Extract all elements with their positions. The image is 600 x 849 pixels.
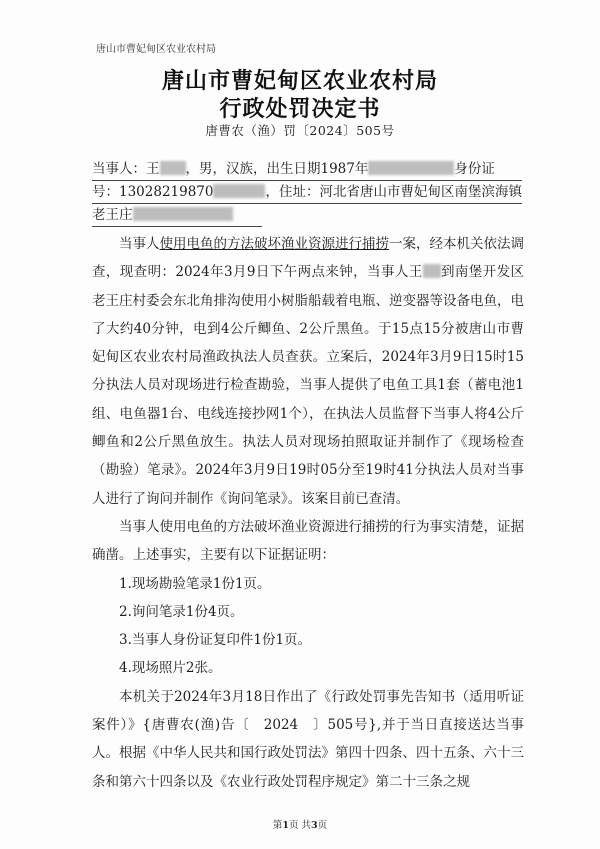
case-cause: 使用电鱼的方法破坏渔业资源进行捕捞: [159, 236, 389, 252]
facts-paragraph: 当事人使用电鱼的方法破坏渔业资源进行捕捞一案，经本机关依法调查，现查明：2024年3月9日下午两点来钟，当事人王 到南堡开发区老王庄村委会东北角排沟使用小树脂船载着电瓶、逆变器等设备电鱼，电了大约40分钟，电到4公斤鲫鱼、2公斤黑鱼。于15点15分被唐山市曹妃甸区农业农村局渔政执法人员查获。立案后，2024年3月9日15时15分执法人员对现场进行检查勘验，当事人提供了电鱼工具1套（蓄电池1组、电鱼器1台、电线连接抄网1个），在执法人员监督下当事人将4公斤鲫鱼和2公斤黑鱼放生。执法人员对现场拍照取证并制作了《现场检查（勘验）笔录》。2024年3月9日19时05分至19时41分执法人员对当事人进行了询问并制作《询问笔录》。该案目前已查清。: [92, 236, 524, 507]
redaction-block: [133, 207, 233, 221]
redaction-block: [213, 184, 265, 198]
notice-paragraph: 本机关于2024年3月18日作出了《行政处罚事先告知书（适用听证案件）》{唐曹农(渔)告〔 2024 〕505号},并于当日直接送达当事人。根据《中华人民共和国行政处罚法》第四十四条、四十五条、六十三条和第六十四条以及《农业行政处罚程序规定》第二十三条之规: [92, 688, 524, 790]
header-org: 唐山市曹妃甸区农业农村局: [96, 44, 216, 55]
page-total: 3: [311, 820, 318, 831]
document-title: 行政处罚决定书: [219, 96, 381, 122]
evidence-item: 3.当事人身份证复印件1份1页。: [119, 632, 312, 649]
document-title-org: 唐山市曹妃甸区农业农村局: [161, 68, 438, 94]
evidence-item: 4.现场照片2张。: [119, 660, 222, 677]
document-body: [92, 230, 524, 796]
party-line-2: 号：13028219870 ，住址：河北省唐山市曹妃甸区南堡滨海镇: [92, 181, 522, 204]
evidence-item: 2.询问笔录1份4页。: [119, 603, 244, 620]
redaction-block: [423, 264, 441, 278]
page-footer: 第1页 共3页: [272, 820, 328, 831]
redaction-block: [368, 161, 454, 175]
party-line-3: 老王庄: [92, 204, 262, 227]
party-line-1: 当事人：王 ，男，汉族，出生日期1987年 身份证: [92, 158, 522, 181]
redaction-block: [160, 161, 186, 175]
page-number: 1: [282, 820, 289, 831]
party-info: [92, 158, 522, 227]
conclusion-paragraph: 当事人使用电鱼的方法破坏渔业资源进行捕捞的行为事实清楚，证据确凿。上述事实，主要有以下证据证明：: [92, 518, 524, 564]
document-number: 唐曹农（渔）罚〔2024〕505号: [205, 123, 395, 138]
evidence-item: 1.现场勘验笔录1份1页。: [119, 575, 271, 592]
